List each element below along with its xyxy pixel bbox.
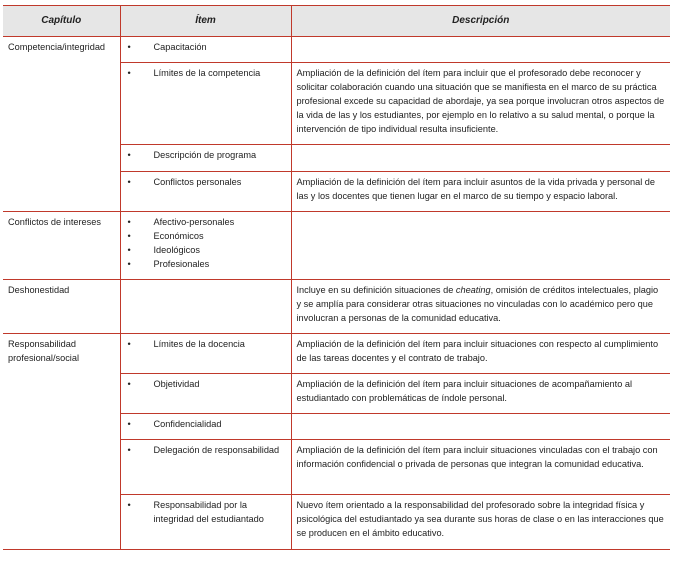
item-cell	[120, 212, 291, 280]
item-list	[126, 175, 286, 189]
item-label: • Económicos	[126, 229, 286, 243]
descripcion-cell	[291, 172, 670, 212]
item-list	[126, 40, 286, 54]
item-list	[126, 337, 286, 351]
item-list	[126, 377, 286, 391]
descripcion-cell	[291, 280, 670, 334]
capitulo-label: Conflictos de intereses	[8, 217, 101, 227]
descripcion-text: Incluye en su definición situaciones de	[296, 285, 456, 295]
descripcion-cell	[291, 37, 670, 63]
item-label: • Límites de la docencia	[126, 337, 286, 351]
table-row	[3, 63, 670, 145]
descripcion-cell	[291, 414, 670, 440]
descripcion-emphasis: cheating	[455, 285, 491, 295]
item-label: • Capacitación	[126, 40, 286, 54]
capitulo-label: Competencia/integridad	[8, 42, 106, 52]
item-list	[126, 215, 286, 271]
item-cell	[120, 495, 291, 550]
item-label: • Conflictos personales	[126, 175, 286, 189]
table-row	[3, 374, 670, 414]
capitulo-cell	[3, 212, 120, 280]
table-row	[3, 495, 670, 550]
item-list	[126, 498, 286, 526]
capitulo-cell	[3, 63, 120, 145]
capitulo-cell	[3, 280, 120, 334]
item-cell	[120, 334, 291, 374]
item-label: • Límites de la competencia	[126, 66, 286, 80]
descripcion-cell	[291, 145, 670, 172]
capitulo-cell	[3, 334, 120, 374]
table-row	[3, 145, 670, 172]
header-row	[3, 6, 670, 37]
item-cell	[120, 145, 291, 172]
item-list	[126, 443, 286, 457]
item-cell	[120, 63, 291, 145]
capitulo-cell	[3, 145, 120, 172]
descripcion-text: Ampliación de la definición del ítem para incluir situaciones con respecto al cumplimiento de las tareas docentes y el contrato de trabajo.	[296, 339, 659, 363]
descripcion-text: Ampliación de la definición del ítem para incluir situaciones de acompañamiento al estudiantado con problemáticas de índole personal.	[296, 379, 633, 403]
table-row	[3, 280, 670, 334]
header-descripcion: Descripción	[291, 6, 670, 37]
table-row	[3, 334, 670, 374]
capitulo-cell	[3, 374, 120, 414]
item-cell	[120, 37, 291, 63]
ethics-code-table	[3, 5, 670, 550]
item-cell	[120, 374, 291, 414]
capitulo-cell	[3, 495, 120, 550]
item-label: • Responsabilidad por la integridad del estudiantado	[126, 498, 286, 526]
item-label: • Afectivo-personales	[126, 215, 286, 229]
capitulo-cell	[3, 440, 120, 495]
item-cell	[120, 414, 291, 440]
item-list	[126, 148, 286, 162]
descripcion-text: Ampliación de la definición del ítem para incluir situaciones vinculadas con el trabajo con información confidencial o privada de personas que integran la comunidad educativa.	[296, 445, 658, 469]
item-cell	[120, 280, 291, 334]
item-list	[126, 66, 286, 80]
capitulo-cell	[3, 37, 120, 63]
table-row	[3, 414, 670, 440]
descripcion-cell	[291, 63, 670, 145]
descripcion-text: , omisión de créditos intelectuales, plagio y se amplía para considerar otras situaciones no vinculadas con lo académico pero que involucran a personas de la comunidad educativa.	[296, 285, 659, 323]
item-list	[126, 417, 286, 431]
capitulo-cell	[3, 172, 120, 212]
descripcion-cell	[291, 212, 670, 280]
item-label: • Confidencialidad	[126, 417, 286, 431]
descripcion-cell	[291, 374, 670, 414]
descripcion-cell	[291, 440, 670, 495]
table-row	[3, 212, 670, 280]
table-row	[3, 440, 670, 495]
item-cell	[120, 440, 291, 495]
item-label: • Objetividad	[126, 377, 286, 391]
descripcion-cell	[291, 334, 670, 374]
descripcion-text: Nuevo ítem orientado a la responsabilidad del profesorado sobre la integridad física y psicológica del estudiantado ya sea durante sus horas de clase o en las interacciones que se producen en el ámbito educativo.	[296, 500, 664, 538]
table-body	[3, 37, 670, 550]
item-label: • Delegación de responsabilidad	[126, 443, 286, 457]
item-label: • Profesionales	[126, 257, 286, 271]
item-label: • Descripción de programa	[126, 148, 286, 162]
item-cell	[120, 172, 291, 212]
descripcion-text: Ampliación de la definición del ítem para incluir asuntos de la vida privada y personal de las y los docentes que tienen lugar en el marco de su tiempo y espacio laboral.	[296, 177, 656, 201]
header-item: Ítem	[120, 6, 291, 37]
capitulo-label: Deshonestidad	[8, 285, 70, 295]
capitulo-label: Responsabilidad profesional/social	[8, 339, 79, 363]
item-label: • Ideológicos	[126, 243, 286, 257]
descripcion-text: Ampliación de la definición del ítem para incluir que el profesorado debe reconocer y solicitar colaboración cuando una situación que se manifiesta en el marco de su práctica profesional excede su capacidad de abordaje, ya sea porque involucran otros aspectos de la vida de las y los estudiantes, por ejemplo en lo relativo a su salud mental, o porque la intervención de tipo individual resulta insuficiente.	[296, 68, 665, 134]
header-capitulo: Capítulo	[3, 6, 120, 37]
table-row	[3, 37, 670, 63]
capitulo-cell	[3, 414, 120, 440]
table-row	[3, 172, 670, 212]
descripcion-cell	[291, 495, 670, 550]
